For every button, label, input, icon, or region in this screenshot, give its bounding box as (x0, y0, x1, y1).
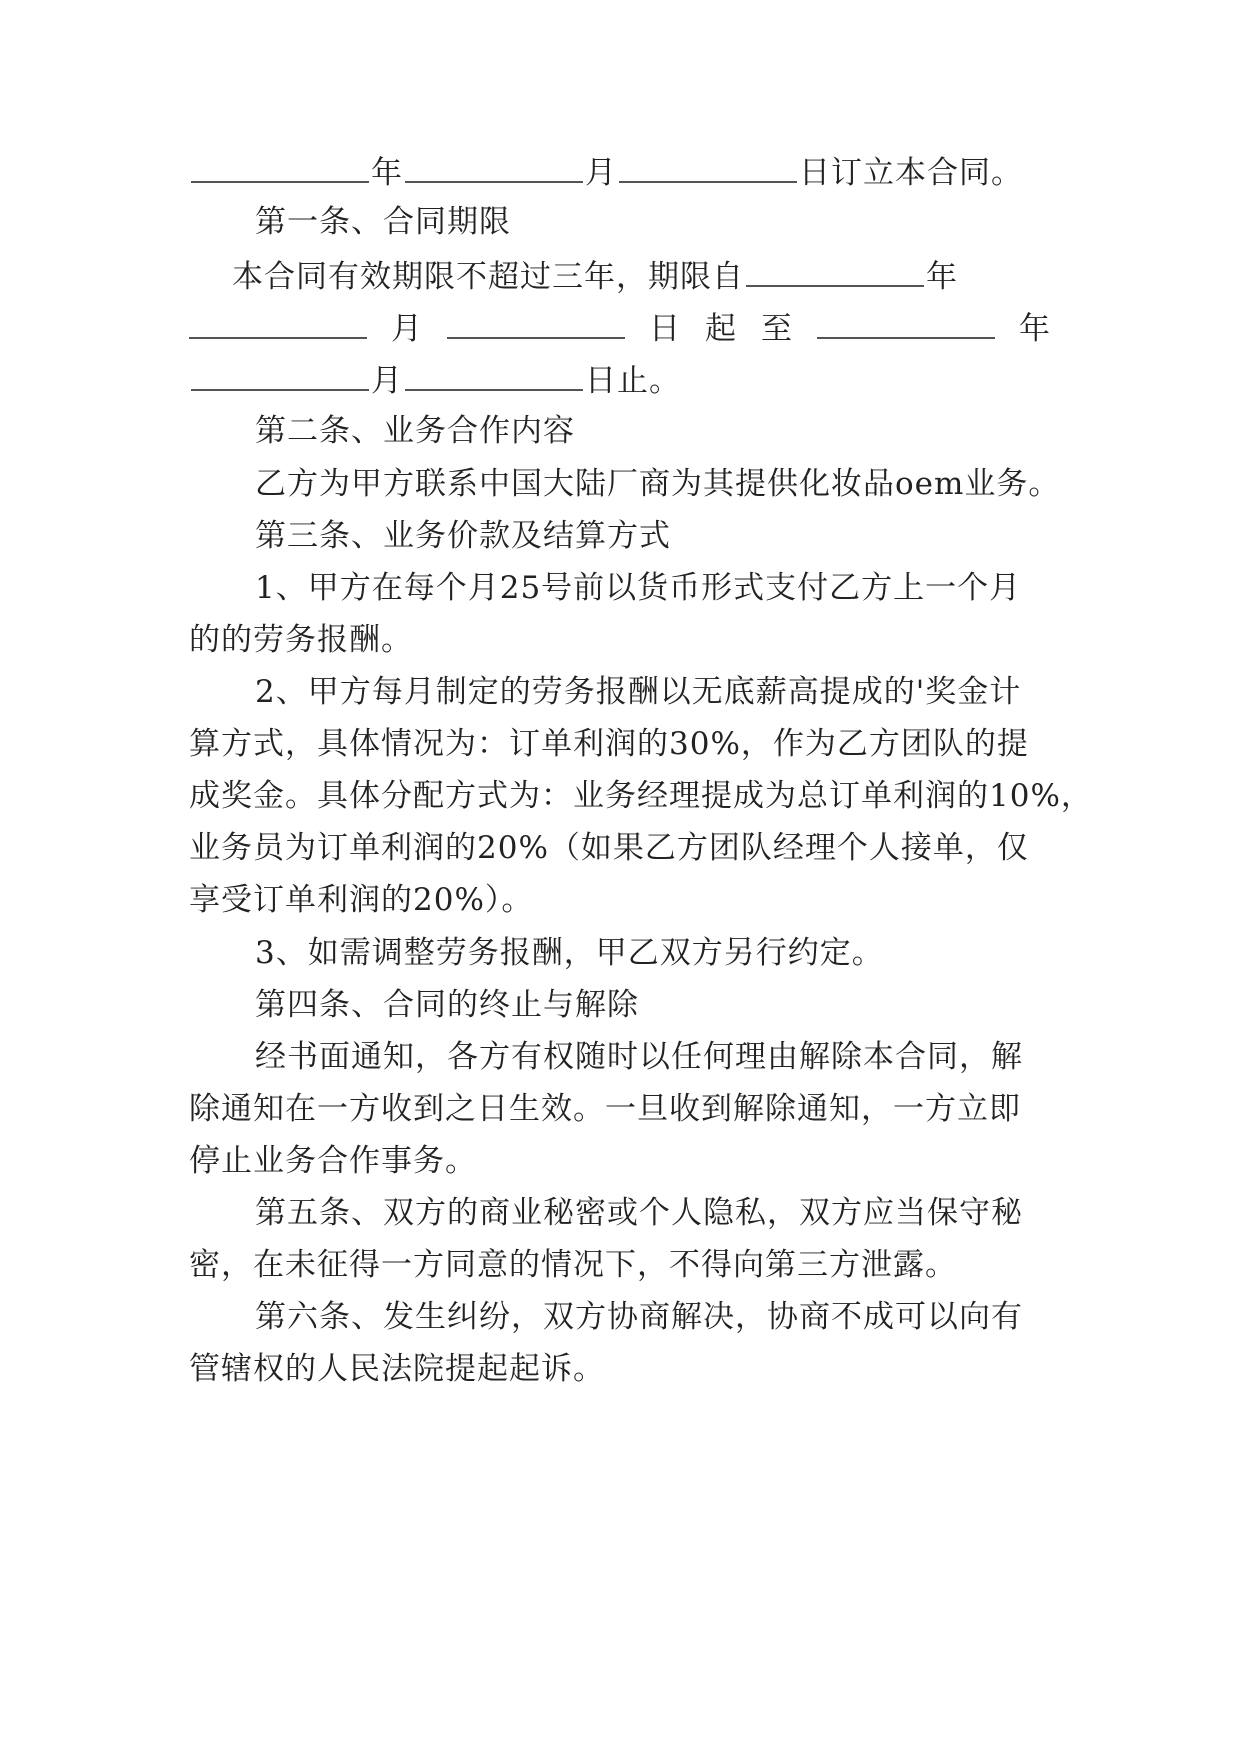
label-end-month: 月 (371, 363, 403, 399)
blank-year (191, 151, 369, 183)
label-end-day: 日止。 (585, 363, 681, 399)
label-start-year: 年 (926, 259, 958, 295)
article-2-title: 第二条、业务合作内容 (255, 413, 575, 449)
article-3-item-3: 3、如需调整劳务报酬，甲乙双方另行约定。 (255, 935, 884, 971)
article-1-para-line-2 (189, 307, 1051, 349)
article-2-para: 乙方为甲方联系中国大陆厂商为其提供化妆品oem业务。 (255, 466, 1061, 502)
article-3-item-2-line-3: 成奖金。具体分配方式为：业务经理提成为总订单利润的10%， (189, 778, 1093, 814)
blank-end-month (191, 359, 369, 391)
blank-day (619, 151, 797, 183)
article-3-item-1-line-1: 1、甲方在每个月25号前以货币形式支付乙方上一个月 (255, 570, 1022, 606)
blank-start-day (447, 307, 625, 339)
label-qi: 起 (705, 311, 737, 347)
article-4-line-2: 除通知在一方收到之日生效。一旦收到解除通知，一方立即 (189, 1091, 1021, 1127)
label-zhi: 至 (761, 311, 793, 347)
blank-month (405, 151, 583, 183)
label-year: 年 (371, 155, 403, 191)
blank-end-day (405, 359, 583, 391)
label-start-month: 月 (391, 311, 423, 347)
label-start-day: 日 (649, 311, 681, 347)
article-6-line-1: 第六条、发生纠纷，双方协商解决，协商不成可以向有 (255, 1299, 1023, 1335)
article-3-item-2-line-1: 2、甲方每月制定的劳务报酬以无底薪高提成的'奖金计 (255, 674, 1022, 710)
article-4-line-3: 停止业务合作事务。 (189, 1143, 477, 1179)
signing-date-line (189, 151, 1023, 193)
article-6-line-2: 管辖权的人民法院提起起诉。 (189, 1351, 605, 1387)
article-5-line-1: 第五条、双方的商业秘密或个人隐私，双方应当保守秘 (255, 1195, 1023, 1231)
article-1-title: 第一条、合同期限 (255, 204, 511, 240)
article-3-item-1-line-2: 的的劳务报酬。 (189, 622, 413, 658)
article-1-para-line-3 (189, 359, 681, 401)
label-month: 月 (585, 155, 617, 191)
article-3-item-2-line-4: 业务员为订单利润的20%（如果乙方团队经理个人接单，仅 (189, 830, 1029, 866)
article-4-line-1: 经书面通知，各方有权随时以任何理由解除本合同，解 (255, 1039, 1023, 1075)
article-5-line-2: 密，在未征得一方同意的情况下，不得向第三方泄露。 (189, 1247, 957, 1283)
label-end-year: 年 (1019, 311, 1051, 347)
article-3-item-2-line-5: 享受订单利润的20%）。 (189, 882, 534, 918)
article-3-title: 第三条、业务价款及结算方式 (255, 518, 671, 554)
blank-start-month (189, 307, 367, 339)
blank-start-year (746, 255, 924, 287)
article-1-para-line-1 (232, 255, 958, 297)
article-4-title: 第四条、合同的终止与解除 (255, 987, 639, 1023)
article-3-item-2-line-2: 算方式，具体情况为：订单利润的30%，作为乙方团队的提 (189, 726, 1029, 762)
article-1-text: 本合同有效期限不超过三年，期限自 (232, 259, 744, 295)
label-day-signed: 日订立本合同。 (799, 155, 1023, 191)
blank-end-year (817, 307, 995, 339)
